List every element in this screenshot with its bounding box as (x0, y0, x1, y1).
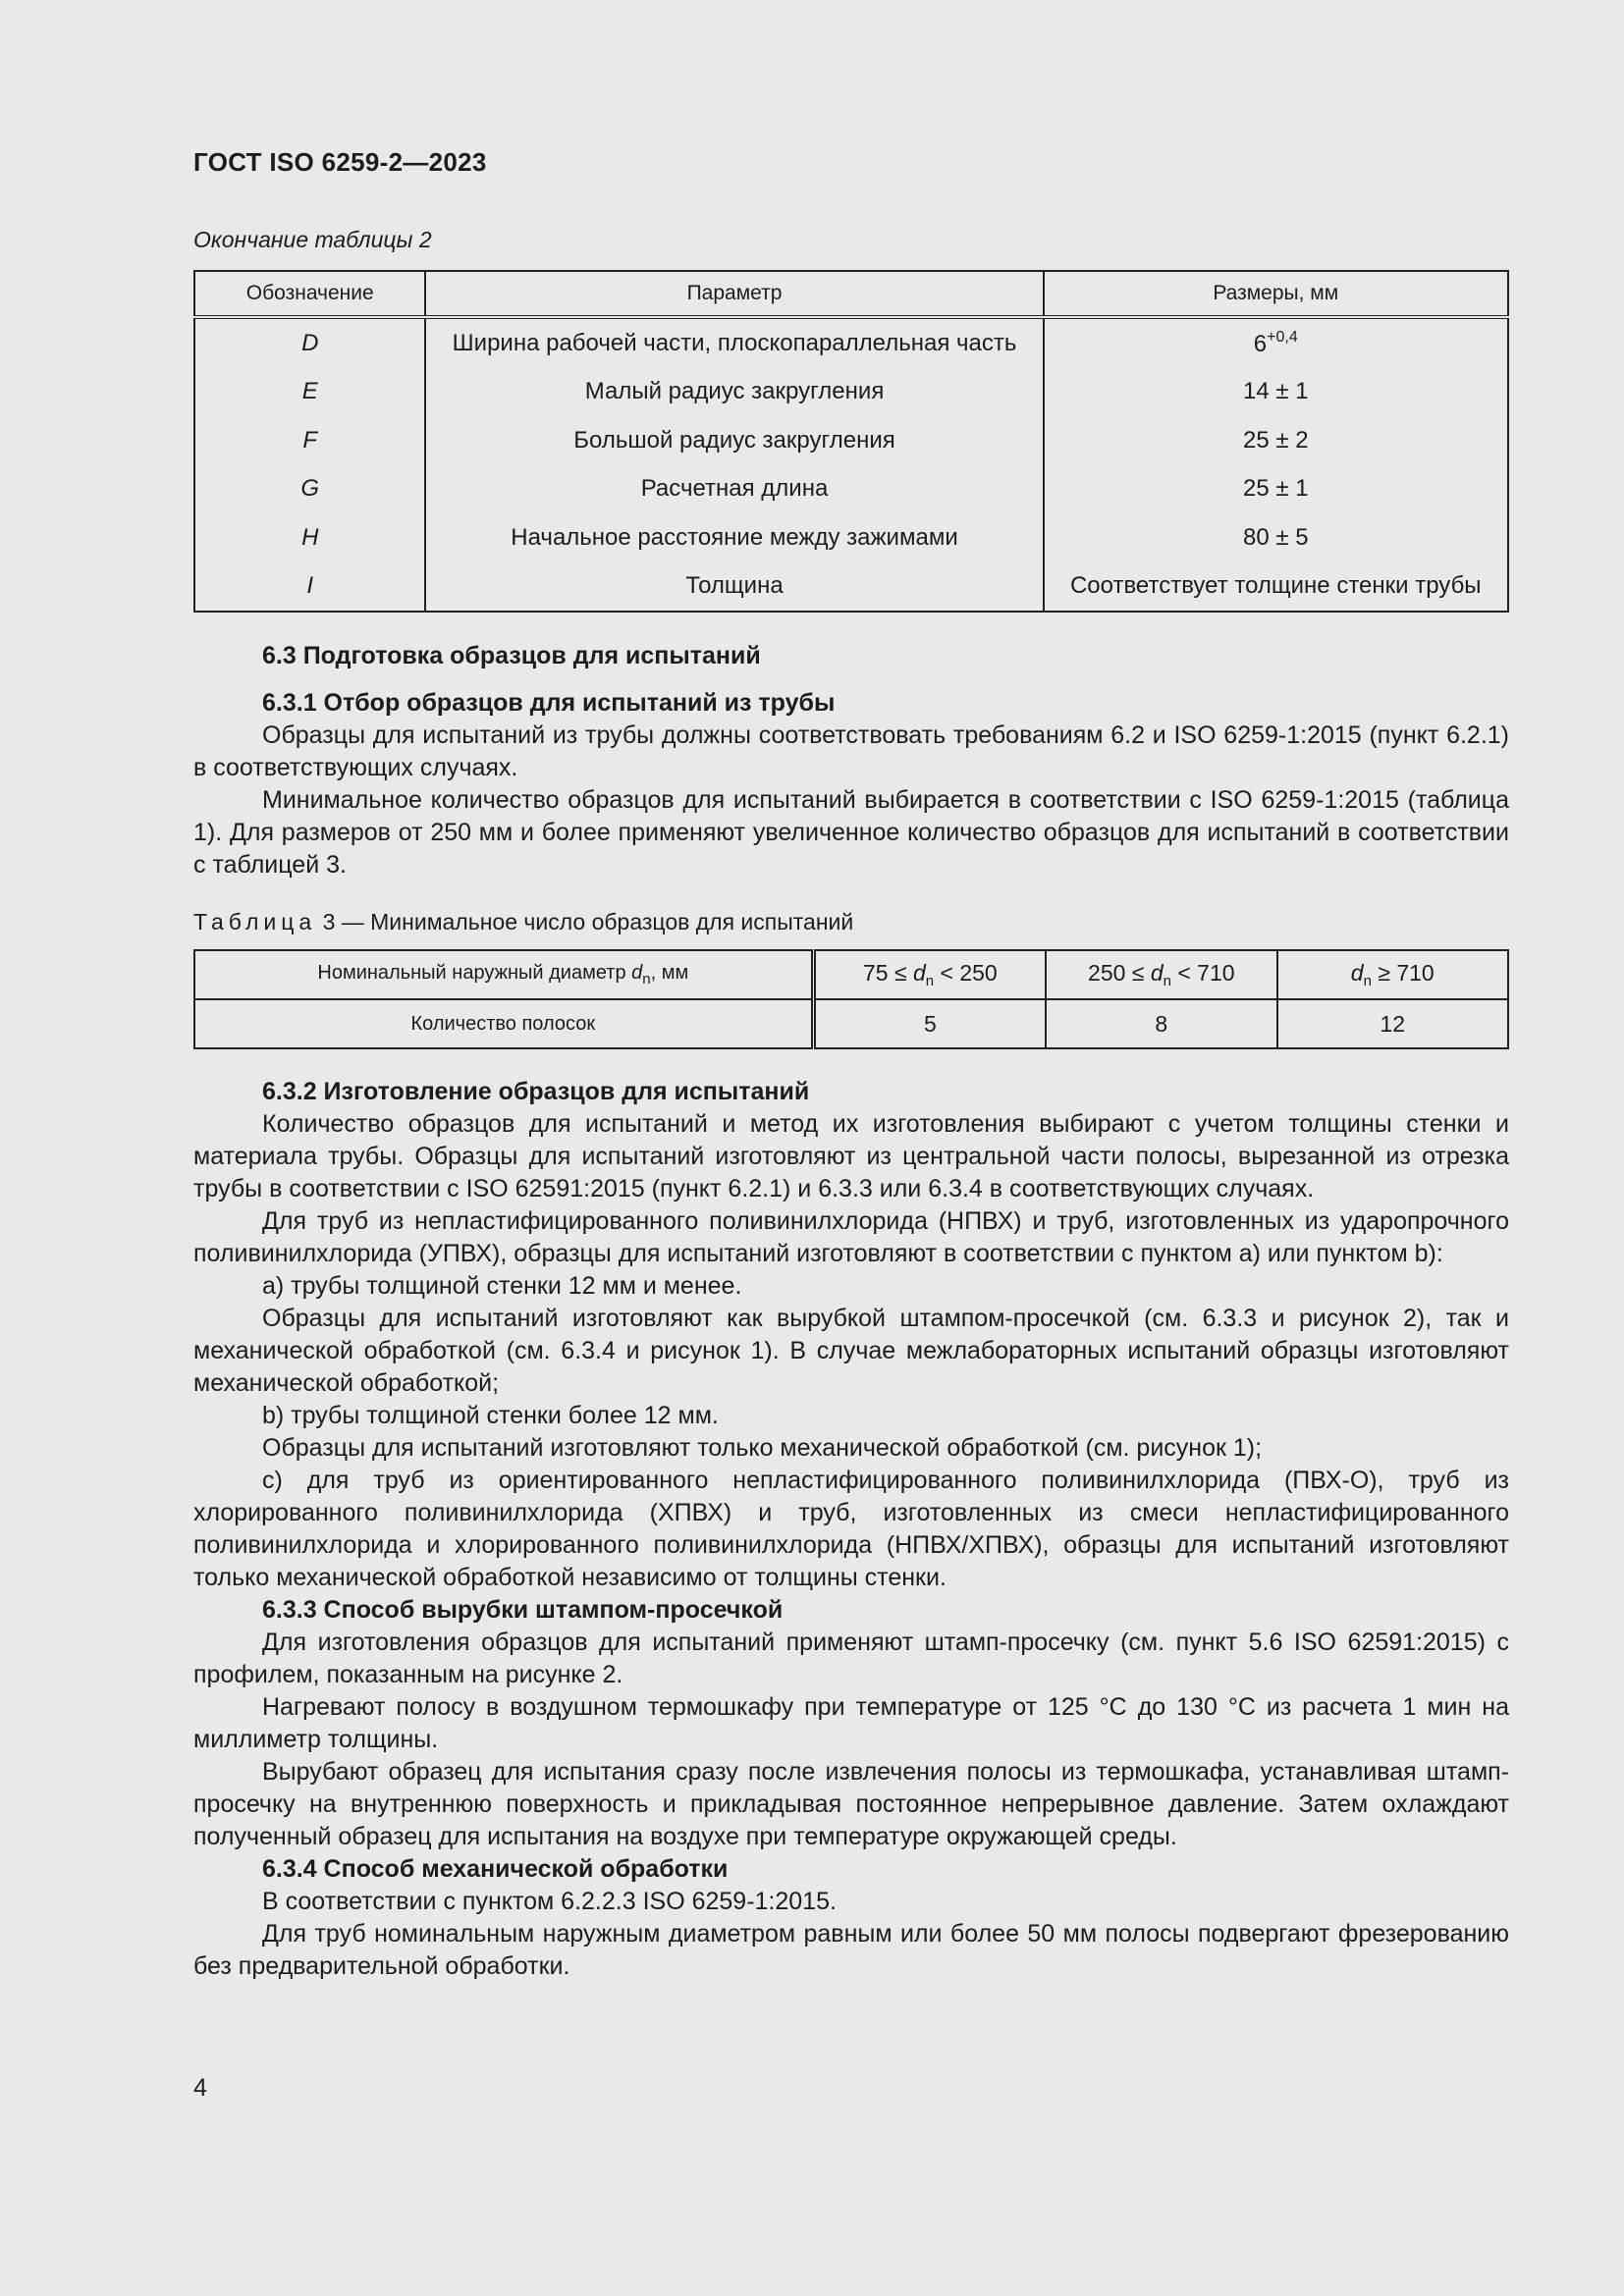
size-cell: 80 ± 5 (1044, 513, 1508, 562)
diameter-header-cell: Номинальный наружный диаметр $d_n$, мм (194, 950, 813, 999)
list-item: а) трубы толщиной стенки 12 мм и менее. (262, 1272, 742, 1300)
paragraph: Образцы для испытаний изготовляют как вырубкой штампом-просечкой (см. 6.3.3 и рисунок 2), так и механической обработкой (см. 6.3.4 и рисунок 1). В случае межлабораторных испытаний образцы изготовляют механической обработкой; (193, 1305, 1509, 1397)
size-cell: 25 ± 2 (1044, 416, 1508, 465)
paragraph: Для труб номинальным наружным диаметром равным или более 50 мм полосы подвергают фрезерованию без предварительной обработки. (193, 1920, 1509, 1980)
table-row (194, 465, 1508, 514)
size-cell: Соответствует толщине стенки трубы (1044, 562, 1508, 613)
subsection-heading: 6.3.3 Способ вырубки штампом-просечкой (262, 1596, 784, 1624)
table-2 (193, 270, 1509, 613)
column-header: Обозначение (194, 271, 425, 317)
paragraph: Образцы для испытаний изготовляют только механической обработкой (см. рисунок 1); (262, 1434, 1263, 1462)
symbol-cell: H (194, 513, 425, 562)
symbol-cell: G (194, 465, 425, 514)
parameter-cell: Большой радиус закругления (425, 416, 1043, 465)
column-header: Размеры, мм (1044, 271, 1508, 317)
value-cell: 8 (1046, 999, 1276, 1048)
value-cell: 12 (1277, 999, 1508, 1048)
paragraph: Вырубают образец для испытания сразу после извлечения полосы из термошкафа, устанавливая штамп-просечку на внутреннюю поверхность и прикладывая постоянное непрерывное давление. Затем охлаждают полученный образец для испытания на воздухе при температуре окружающей среды. (193, 1758, 1509, 1850)
page-number: 4 (193, 2074, 207, 2102)
paragraph: Количество образцов для испытаний и метод их изготовления выбирают с учетом толщины стенки и материала трубы. Образцы для испытаний изготовляют из центральной части полосы, вырезанной из отрезка трубы в соответствии с ISO 62591:2015 (пункт 6.2.1) и 6.3.3 или 6.3.4 в соответствующих случаях. (193, 1110, 1509, 1202)
parameter-cell: Начальное расстояние между зажимами (425, 513, 1043, 562)
table-row (194, 999, 1508, 1048)
paragraph: Минимальное количество образцов для испытаний выбирается в соответствии с ISO 6259-1:2015 (таблица 1). Для размеров от 250 мм и более применяют увеличенное количество образцов для испытаний в соответствии с таблицей 3. (193, 786, 1509, 879)
paragraph: Для изготовления образцов для испытаний применяют штамп-просечку (см. пункт 5.6 ISO 62591:2015) с профилем, показанным на рисунке 2. (193, 1629, 1509, 1688)
table3-caption (193, 909, 853, 935)
symbol-cell: F (194, 416, 425, 465)
symbol-cell: I (194, 562, 425, 613)
value-cell: 5 (813, 999, 1046, 1048)
symbol-cell: E (194, 368, 425, 417)
column-header: Параметр (425, 271, 1043, 317)
section-heading: 6.3 Подготовка образцов для испытаний (262, 642, 761, 669)
parameter-cell: Ширина рабочей части, плоскопараллельная часть (425, 317, 1043, 368)
table-row (194, 368, 1508, 417)
paragraph: Образцы для испытаний из трубы должны соответствовать требованиям 6.2 и ISO 6259-1:2015 (пункт 6.2.1) в соответствующих случаях. (193, 721, 1509, 781)
size-cell (1044, 317, 1508, 368)
section-body (193, 1076, 1509, 1983)
parameter-cell: Расчетная длина (425, 465, 1043, 514)
table3-caption-word: Таблица (193, 909, 317, 934)
table-row (194, 562, 1508, 613)
size-value: 6 (1253, 330, 1268, 357)
size-cell: 14 ± 1 (1044, 368, 1508, 417)
document-header: ГОСТ ISO 6259-2—2023 (193, 147, 487, 177)
size-cell: 25 ± 1 (1044, 465, 1508, 514)
symbol-cell: D (194, 317, 425, 368)
table-3 (193, 949, 1509, 1049)
section-6-3-block (193, 640, 1509, 881)
list-item: b) трубы толщиной стенки более 12 мм. (262, 1402, 719, 1429)
row-label-cell: Количество полосок (194, 999, 813, 1048)
list-item: с) для труб из ориентированного непластифицированного поливинилхлорида (ПВХ-О), труб из хлорированного поливинилхлорида (ХПВХ) и труб, изготовленных из смеси непластифицированного поливинилхлорида и хлорированного поливинилхлорида (НПВХ/ХПВХ), образцы для испытаний изготовляют только механической обработкой независимо от толщины стенки. (193, 1467, 1509, 1591)
table-header-row (194, 271, 1508, 317)
table-row (194, 513, 1508, 562)
table-header-row (194, 950, 1508, 999)
subsection-heading: 6.3.1 Отбор образцов для испытаний из трубы (262, 689, 836, 717)
paragraph: В соответствии с пунктом 6.2.2.3 ISO 6259-1:2015. (262, 1888, 837, 1915)
paragraph: Нагревают полосу в воздушном термошкафу при температуре от 125 °С до 130 °С из расчета 1 мин на миллиметр толщины. (193, 1693, 1509, 1753)
table2-caption: Окончание таблицы 2 (193, 227, 432, 252)
paragraph: Для труб из непластифицированного поливинилхлорида (НПВХ) и труб, изготовленных из ударопрочного поливинилхлорида (УПВХ), образцы для испытаний изготовляют в соответствии с пунктом а) или пунктом b): (193, 1207, 1509, 1267)
tolerance-superscript: +0,4 (1267, 328, 1298, 346)
range-header-cell: $d_n \ge 710$ (1277, 950, 1508, 999)
range-header-cell: $250 \le d_n < 710$ (1046, 950, 1276, 999)
table3-caption-text: 3 — Минимальное число образцов для испытаний (322, 909, 854, 934)
subsection-heading: 6.3.4 Способ механической обработки (262, 1855, 729, 1883)
parameter-cell: Малый радиус закругления (425, 368, 1043, 417)
parameter-cell: Толщина (425, 562, 1043, 613)
table-row (194, 317, 1508, 368)
table-row (194, 416, 1508, 465)
subsection-heading: 6.3.2 Изготовление образцов для испытаний (262, 1078, 810, 1105)
range-header-cell: $75 \le d_n < 250$ (813, 950, 1046, 999)
